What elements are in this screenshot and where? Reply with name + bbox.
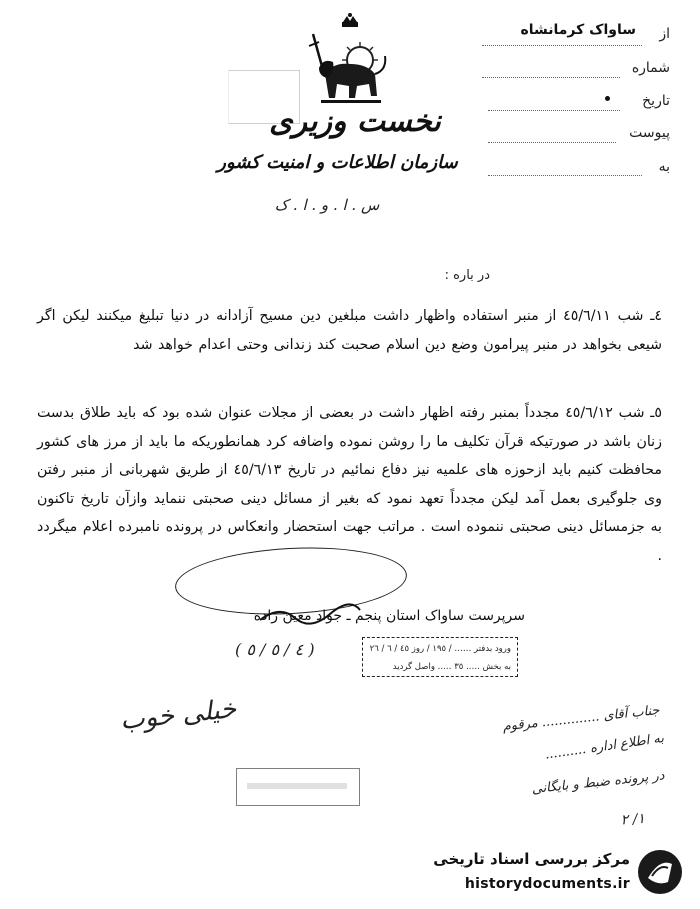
organization-title: سازمان اطلاعات و امنیت کشور <box>217 152 458 173</box>
field-value-az: ساواک کرمانشاه <box>520 22 636 38</box>
faint-lower-stamp <box>236 768 360 806</box>
watermark <box>400 842 690 902</box>
tarikh-dot-icon <box>605 96 610 101</box>
left-scribble: خیلی خوب <box>118 693 238 737</box>
subject-label: در باره : <box>444 268 490 283</box>
field-label-be: به <box>658 159 670 175</box>
field-label-peyvast: پیوست <box>629 125 670 141</box>
watermark-logo-icon <box>636 848 684 896</box>
watermark-url: historydocuments.ir <box>464 876 630 892</box>
paragraph-4: ٤ـ شب ٤٥/٦/١١ از منبر استفاده واظهار داشت مبلغین دین مسیح آزادانه در دنیا تبلیغ میکنند لیکن اگر شیعی بخواهد در منبر پیرامون وضع دین اسلام صحبت کند زندانی وحتی اعدام خواهد شد <box>37 308 662 353</box>
organization-code: س . ا . و . ا . ک <box>274 196 380 214</box>
receipt-stamp <box>362 637 518 677</box>
signatory-title: سرپرست ساواک استان پنجم ـ جواد معین زاده <box>253 608 525 624</box>
ministry-title: نخست وزیری <box>269 104 441 139</box>
right-note-1: جناب آقای .............. مرقوم <box>502 703 661 735</box>
header-fields <box>470 22 670 182</box>
watermark-title: مرکز بررسی اسناد تاریخی <box>433 850 630 868</box>
lion-sun-emblem <box>305 12 395 112</box>
right-note-2: به اطلاع اداره .......... <box>544 731 665 763</box>
signature-number: ( ٤ / ٥ / ٥ ) <box>235 640 315 659</box>
field-label-az: از <box>659 26 670 42</box>
paragraph-5: ٥ـ شب ٤٥/٦/١٢ مجدداً بمنبر رفته اظهار داشت در بعضی از مجلات عنوان شده بود که باید طلاق بدست زنان باشد در صورتیکه قرآن تکلیف ما را روشن نموده واضافه کرد همانطوریکه ما باید از مرز های کشور محافظت کنیم باید ازحوزه های علمیه نیز دفاع نمائیم در تاریخ ٤٥/٦/١٣ از طریق شهربانی از منبر رفتن وی جلوگیری بعمل آمد لیکن مجدداً تعهد نمود که بغیر از مسائل دینی صحبتی ننماید وازآن تاریخ تاکنون به جزمسائل دینی صحبتی ننموده است . مراتب جهت استحضار وانعکاس در پرونده نامبرده اعلام میگردد . <box>37 405 663 564</box>
field-label-tarikh: تاریخ <box>642 93 670 109</box>
right-note-4: ۱/ ۲ <box>620 810 646 829</box>
receipt-line-1: ورود بدفتر …… / ١٩٥ / روز ٤٥ / ٦ / ٢٦ <box>369 644 511 654</box>
field-label-shomare: شماره <box>631 60 670 76</box>
signatory-scribble-icon <box>255 600 365 630</box>
receipt-line-2: به بخش ….. ٣٥ ….. واصل گردید <box>392 662 511 672</box>
right-note-3: در پرونده ضبط و بایگانی <box>531 768 666 798</box>
